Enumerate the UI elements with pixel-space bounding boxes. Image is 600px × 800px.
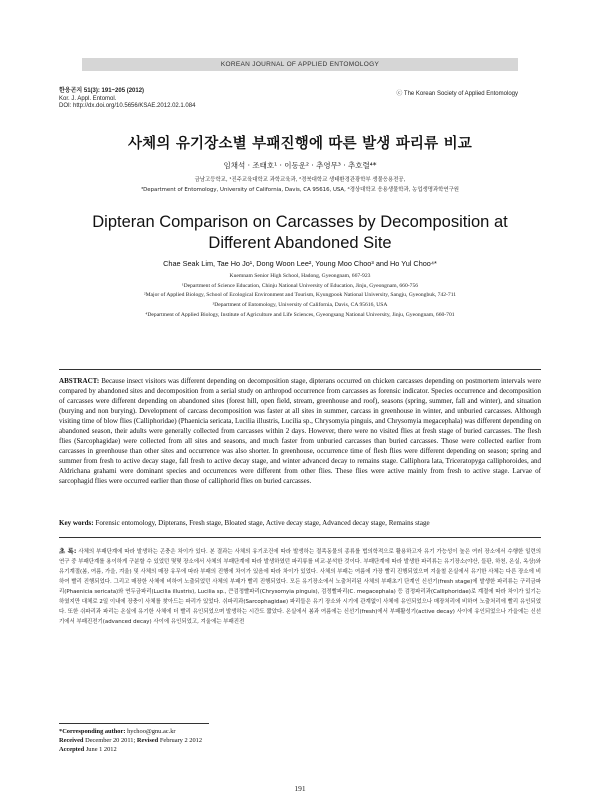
received-revised: [59, 736, 202, 745]
journal-banner: KOREAN JOURNAL OF APPLIED ENTOMOLOGY: [82, 58, 518, 71]
abstract-label: ABSTRACT:: [59, 377, 100, 385]
journal-abbreviation: Kor. J. Appl. Entomol.: [59, 95, 117, 102]
english-affiliation-line: ¹Department of Science Education, Chinju National University of Education, Jinju, Gyeongnam, 660-756: [181, 282, 419, 289]
keywords-text: Forensic entomology, Dipterans, Fresh stage, Bloated stage, Active decay stage, Advanced decay stage, Remains stage: [95, 519, 430, 527]
english-affiliations: [0, 272, 600, 321]
korean-authors: 임채석 · 조태호¹ · 이동운² · 추영무³ · 추호렬⁴*: [223, 161, 377, 170]
english-title: [0, 212, 600, 254]
accepted-label: Accepted: [59, 746, 85, 753]
korean-abstract-label: 초 록:: [59, 547, 77, 555]
footnotes: [59, 727, 202, 754]
page-number: 191: [294, 784, 306, 793]
journal-citation-ko: 한응곤지 51(3): 191~205 (2012): [59, 88, 145, 94]
corresponding-email[interactable]: hychoo@gnu.ac.kr: [127, 728, 176, 735]
abstract-bottom-divider: [59, 537, 541, 538]
copyright-society: ⓒ The Korean Society of Applied Entomology: [396, 91, 518, 97]
received-date: December 20 2011;: [85, 737, 136, 744]
english-abstract: [59, 376, 541, 487]
corresponding-label: *Corresponding author:: [59, 728, 126, 735]
corresponding-author: [59, 727, 202, 736]
revised-date: February 2 2012: [159, 737, 203, 744]
english-affiliation-line: ⁴Department of Applied Biology, Institute of Agriculture and Life Sciences, Gyeongsang National University, Jinju, Gyeongnam, 660-701: [145, 311, 455, 318]
korean-affiliation-line: ³Department of Entomology, University of California, Davis, CA 95616, USA, ⁴경상대학교 응용생물학과, 농업생명과학연구원: [140, 186, 459, 193]
english-affiliation-line: ³Department of Entomology, University of California, Davis, CA 95616, USA: [212, 302, 388, 309]
doi-link[interactable]: DOI: http://dx.doi.org/10.5656/KSAE.2012.02.1.084: [59, 103, 196, 110]
received-label: Received: [59, 737, 84, 744]
korean-abstract: [59, 546, 541, 627]
accepted-date: June 1 2012: [85, 746, 117, 753]
english-title-line: Different Abandoned Site: [208, 234, 392, 252]
english-authors: Chae Seak Lim, Tae Ho Jo¹, Dong Woon Lee², Young Moo Choo³ and Ho Yul Choo⁴*: [163, 259, 437, 268]
korean-title: 사체의 유기장소별 부패진행에 따른 발생 파리류 비교: [127, 136, 473, 152]
footnote-divider: [59, 723, 209, 724]
article-meta: [59, 88, 195, 111]
english-affiliation-line: Kuemnam Senior High School, Hadong, Gyeongnam, 667-923: [229, 273, 371, 279]
keywords: [59, 519, 541, 527]
english-affiliation-line: ²Major of Applied Biology, School of Ecological Environment and Tourism, Kyungpook National University, Sangju, Gyeongbuk, 742-711: [143, 292, 457, 299]
english-title-line: Dipteran Comparison on Carcasses by Decomposition at: [92, 213, 508, 231]
revised-label: Revised: [136, 737, 159, 744]
korean-abstract-text: 사체의 부패단계에 따라 발생하는 곤충은 차이가 있다. 본 결과는 사체의 유기조건에 따라 발생하는 절족동물의 종류를 법의학적으로 활용하고자 유기 가능성이 높은 여러 장소에서 수행한 일련의 연구 중 부패단계를 용이하게 구분할 수 있었던 몇몇 장소에서 사체의 부패단계에 따라 발생하였던 파리류를 비교·분석한 것이다. 부패단계에 따라 발생한 파리류는 유기장소(야산, 들판, 하천, 온실, 옥상)와 유기계절(봄, 여름, 가을, 겨울) 및 사체의 매장 유무에 따라 부패의 진행에 차이가 있음에 따라 차이가 있었다. 사체의 부패는 여름에 가장 빨리 진행되었으며 겨울철 온실에서 유기한 사체는 다른 장소에 비하여 빨리 진행되었다. 그리고 매장한 사체에 비하여 노출되었던 사체의 부패가 빨리 진행되었다. 모든 유기장소에서 노출처리된 사체의 부패초기 단계인 신선기(fresh stage)에 발생한 파리류는 구리금파리(Phaenicia sericata)와 연두금파리(Lucilia illustris), Lucilia sp., 큰검정빨파리(Chrysomyia pinguis), 검정빨파리(C. megacephala) 등 검정파리과(Calliphoridae)로 계절에 따라 차이가 있기는 하였지만 대체로 2일 이내에 장충이 사체를 찾아드는 파리가 있었다. 쉬파리과(Sarcophagidae) 파리들은 유기 장소와 시기에 관계없이 사체에 유인되었으나 매장처리에 비하여 노출처리에 빨리 유인되었다. 또한 쉬파리과 파리는 온실에 유기한 사체에 더 빨리 유인되었으며 발생하는 시간도 짧았다. 온실에서 봄과 여름에는 신선기(fresh)에서 부패활성기(active decay) 사이에 유인되었으나 가을에는 신선기에서 부패진전기(advanced decay) 사이에 유인되었고, 겨울에는 부패진전: [59, 549, 541, 626]
abstract-text: Because insect visitors was different depending on decomposition stage, dipterans occurred on chicken carcasses depending on postmortem intervals were compared by abandoned sites and decomposition from a serial study on arthropod occurrence from carcasses as forensic indicator. Species occurrence and decomposition of carcasses were different depending on abandoned sites (forest hill, open field, stream, greenhouse and roof), seasons (spring, summer, fall and winter), and situation (burying and non burying). Development of carcass decomposition was faster at all sites in summer, carcass in greenhouse in winter, and unburied carcasses. Although visiting time of blow flies (Calliphoridae) (Phaenicia sericata, Lucilia illustris, Lucilia sp., Chrysomyia pinguis, and Chrysomyia megacephala) was different depending on abandoned season, their adults were generally collected from carcasses within 2 days. However, there were no visited flies at fresh stage of buried carcasses. The flesh flies (Sarcophagidae) were collected from all sites and seasons, and much faster from unburied carcasses than buried carcasses. Those were collected earlier from carcasses in greenhouse than other sites and occurrence was also shorter. In greenhouse, occurrence time of flesh flies were different depending on season; spring and summer from fresh to active decay stage, fall fresh to active decay stage, and winter advanced decay to remains stage. Calliphora lata, Triceratopyga calliphoroides, and Aldrichana grahami were dominant species and occurrences were different from other flies. These flies were active mainly from fresh to active stage. Larvae of sarcophagid flies were occurred earlier than those of calliphorid flies on buried carcasses.: [59, 377, 541, 486]
korean-affiliation-line: 금남고등학교, ¹진주교육대학교 과학교육과, ²경북대학교 생태환경관광학부 생물응용전공,: [194, 177, 406, 183]
accepted: [59, 745, 202, 754]
keywords-label: Key words:: [59, 519, 94, 527]
abstract-top-divider: [59, 369, 541, 370]
korean-affiliations: [0, 176, 600, 195]
